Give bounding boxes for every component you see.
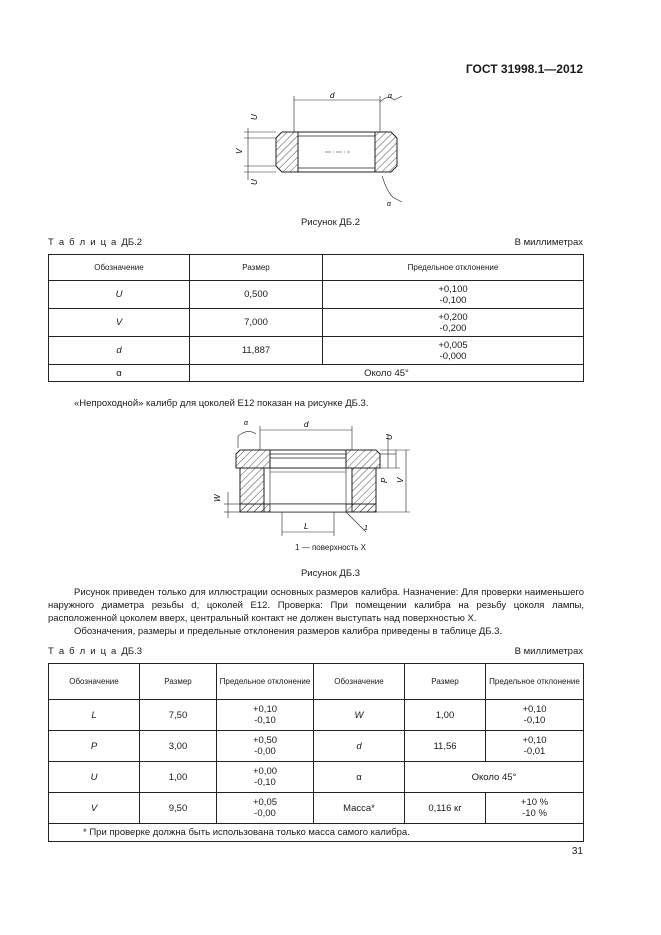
cell-symbol: d — [356, 740, 362, 752]
table-db3-header-deviation-2: Предельное отклонение — [486, 664, 584, 700]
fig3-label-1: 1 — [364, 525, 368, 532]
fig3-label-p: P — [380, 477, 389, 483]
cell-deviation: +0,10 -0,10 — [486, 700, 584, 731]
cell-symbol: W — [354, 709, 364, 721]
paragraph-purpose: Рисунок приведен только для иллюстрации основных размеров калибра. Назначение: Для проверки наименьшего наружного диаметра резьбы d, цоколей Е12. Проверка: При помещении калибра на резьбу цоколя лампы, расположенной цоколем вверх, центральный контакт не должен выступать над поверхностью X. — [48, 587, 584, 624]
table-db2-label-word: Т а б л и ц а — [48, 237, 118, 248]
cell-size: 11,56 — [405, 731, 486, 762]
cell-size: 9,50 — [140, 793, 217, 824]
figure-db3-drawing — [210, 414, 420, 544]
fig3-label-u: U — [385, 434, 394, 440]
cell-deviation: +0,00 -0,10 — [217, 762, 314, 793]
fig3-label-v: V — [396, 477, 405, 483]
table-db2-header-symbol: Обозначение — [49, 255, 190, 281]
fig3-label-alpha: α — [244, 420, 248, 427]
cell-deviation: +0,200 -0,200 — [323, 309, 584, 337]
cell-symbol: U — [90, 771, 98, 783]
document-id: ГОСТ 31998.1—2012 — [465, 62, 583, 76]
table-row — [49, 281, 584, 309]
cell-deviation: +0,005 -0,000 — [323, 337, 584, 365]
cell-symbol: V — [90, 802, 98, 814]
fig2-label-u-bottom: U — [250, 179, 259, 185]
cell-size: 1,00 — [405, 700, 486, 731]
page-number: 31 — [571, 846, 583, 857]
table-row — [49, 337, 584, 365]
table-db3-label — [48, 646, 142, 657]
table-db2-units: В миллиметрах — [514, 237, 583, 248]
cell-symbol: Масса* — [314, 793, 405, 824]
cell-symbol: U — [115, 289, 123, 300]
cell-symbol: d — [116, 345, 122, 356]
cell-size: 7,000 — [190, 309, 323, 337]
table-db2-label — [48, 237, 142, 248]
cell-size: 7,50 — [140, 700, 217, 731]
cell-size: 0,116 кг — [405, 793, 486, 824]
table-db2-number: ДБ.2 — [121, 237, 142, 248]
cell-size: 0,500 — [190, 281, 323, 309]
table-db3-number: ДБ.3 — [121, 646, 142, 657]
figure-db3-caption: Рисунок ДБ.3 — [300, 568, 361, 579]
cell-deviation: +0,100 -0,100 — [323, 281, 584, 309]
figure-db2-drawing — [230, 90, 410, 210]
table-row — [49, 365, 584, 382]
cell-merged-value: Около 45° — [190, 365, 584, 382]
fig2-label-u-top: U — [250, 114, 259, 120]
table-db3-header-deviation-1: Предельное отклонение — [217, 664, 314, 700]
table-row — [49, 700, 584, 731]
cell-symbol: α — [49, 365, 190, 382]
figure-db2-caption: Рисунок ДБ.2 — [300, 217, 361, 228]
table-row — [49, 793, 584, 824]
cell-size: 11,887 — [190, 337, 323, 365]
fig2-label-alpha-bottom: α — [387, 201, 391, 208]
cell-deviation: +0,05 -0,00 — [217, 793, 314, 824]
fig2-label-alpha-top: α — [388, 93, 392, 100]
fig2-label-v: V — [235, 148, 244, 154]
table-db3-header-symbol-2: Обозначение — [314, 664, 405, 700]
cell-symbol: α — [314, 762, 405, 793]
cell-deviation: +0,50 -0,00 — [217, 731, 314, 762]
table-db3-footnote: * При проверке должна быть использована только масса самого калибра. — [49, 824, 584, 842]
table-row — [49, 309, 584, 337]
fig2-label-d: d — [330, 91, 335, 100]
table-db3-label-word: Т а б л и ц а — [48, 646, 118, 657]
table-db3 — [48, 663, 584, 842]
intro-text: «Непроходной» калибр для цоколей Е12 показан на рисунке ДБ.3. — [74, 398, 369, 409]
table-db2 — [48, 254, 584, 382]
table-db3-header-symbol-1: Обозначение — [49, 664, 140, 700]
cell-symbol: P — [90, 740, 98, 752]
figure-db3-legend: 1 — поверхность X — [295, 543, 366, 552]
table-row — [49, 762, 584, 793]
cell-deviation: +0,10 -0,01 — [486, 731, 584, 762]
fig3-label-l: L — [304, 522, 309, 531]
cell-deviation: +10 % -10 % — [486, 793, 584, 824]
table-db2-header-deviation: Предельное отклонение — [323, 255, 584, 281]
cell-symbol: V — [115, 317, 123, 328]
table-row — [49, 731, 584, 762]
table-db3-header-size-2: Размер — [405, 664, 486, 700]
cell-size: 3,00 — [140, 731, 217, 762]
fig3-label-d: d — [304, 420, 309, 429]
cell-size: 1,00 — [140, 762, 217, 793]
cell-symbol: L — [91, 709, 97, 721]
cell-deviation: +0,10 -0,10 — [217, 700, 314, 731]
table-db3-header-size-1: Размер — [140, 664, 217, 700]
cell-merged-value: Около 45° — [405, 762, 584, 793]
table-db3-units: В миллиметрах — [514, 646, 583, 657]
paragraph-table-ref: Обозначения, размеры и предельные отклонения размеров калибра приведены в таблице ДБ.3. — [74, 626, 503, 637]
table-db2-header-size: Размер — [190, 255, 323, 281]
fig3-label-w: W — [213, 494, 222, 502]
